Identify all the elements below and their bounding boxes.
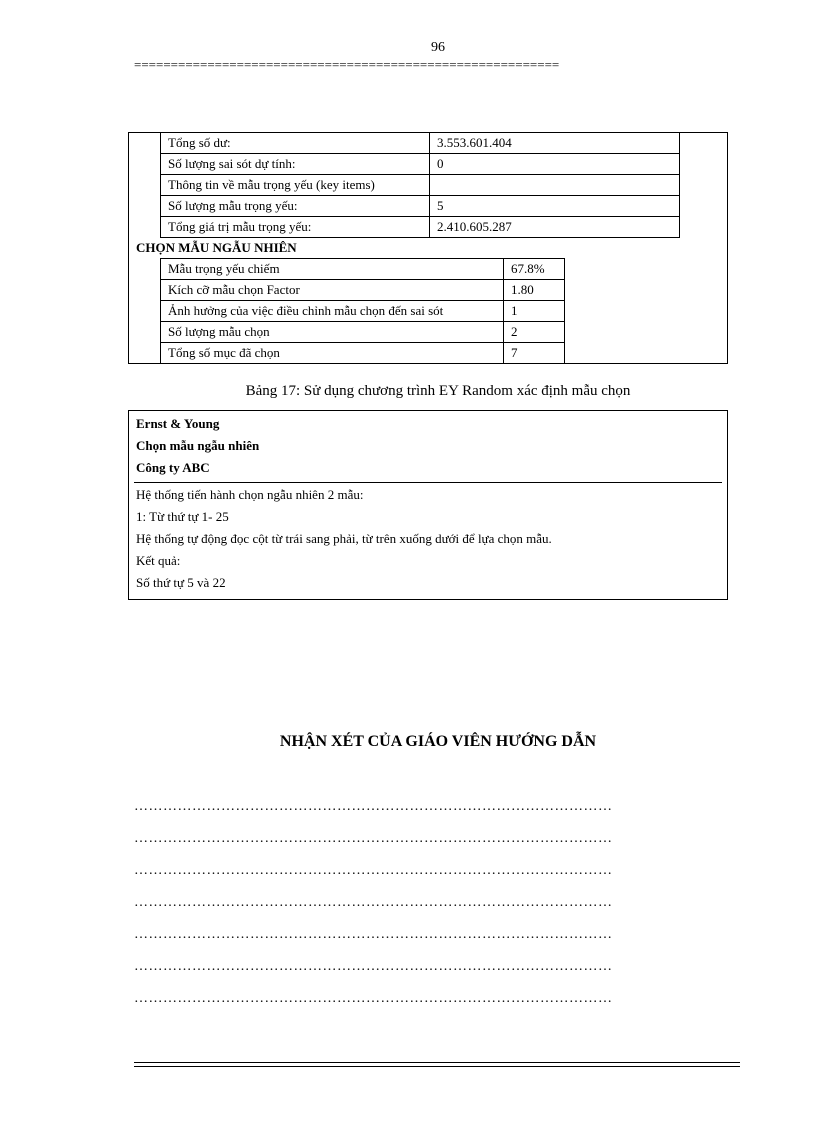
box-line: Số thứ tự 5 và 22 [136, 575, 226, 590]
table-cell-label: Tổng số dư: [161, 133, 430, 154]
table-cell-value: 0 [430, 154, 680, 175]
comment-dot-line: ……………………………………………………………………………………… [134, 864, 613, 878]
page-number: 96 [431, 40, 445, 55]
footer-double-rule [134, 1062, 740, 1067]
table-cell-label: Tổng số mục đã chọn [161, 343, 504, 364]
box-line: Hệ thống tự động đọc cột từ trái sang phải, từ trên xuống dưới để lựa chọn mẫu. [136, 531, 552, 546]
table-cell-label: Mẫu trọng yếu chiếm [161, 259, 504, 280]
table-cell-value: 67.8% [504, 259, 565, 280]
box-divider [134, 482, 722, 483]
table-cell-value: 2 [504, 322, 565, 343]
comment-dot-line: ……………………………………………………………………………………… [134, 896, 613, 910]
table-caption: Bảng 17: Sử dụng chương trình EY Random xác định mẫu chọn [245, 383, 631, 399]
balance-table [160, 132, 680, 238]
table-cell-value [430, 175, 680, 196]
comment-dot-line: ……………………………………………………………………………………… [134, 832, 613, 846]
table-cell-label: Số lượng mẫu trọng yếu: [161, 196, 430, 217]
comment-dot-line: ……………………………………………………………………………………… [134, 800, 613, 814]
table-row [161, 217, 680, 238]
table-row [161, 196, 680, 217]
box-line: Kết quả: [136, 553, 181, 568]
table-cell-value: 3.553.601.404 [430, 133, 680, 154]
table-row [161, 343, 565, 364]
table-row [161, 322, 565, 343]
header-separator: ========================================================== [134, 58, 560, 72]
table-row [161, 259, 565, 280]
table-cell-label: Kích cỡ mẫu chọn Factor [161, 280, 504, 301]
table-cell-value: 7 [504, 343, 565, 364]
box-line: 1: Từ thứ tự 1- 25 [136, 509, 229, 524]
table-cell-label: Ảnh hưởng của việc điều chỉnh mẫu chọn đến sai sót [161, 301, 504, 322]
comments-title: NHẬN XÉT CỦA GIÁO VIÊN HƯỚNG DẪN [279, 733, 597, 750]
table-cell-label: Số lượng sai sót dự tính: [161, 154, 430, 175]
comment-dot-line: ……………………………………………………………………………………… [134, 992, 613, 1006]
table-cell-label: Tổng giá trị mẫu trọng yếu: [161, 217, 430, 238]
table-cell-value: 1 [504, 301, 565, 322]
box-client: Công ty ABC [136, 460, 210, 475]
table-row [161, 133, 680, 154]
table-cell-label: Số lượng mẫu chọn [161, 322, 504, 343]
section-title: CHỌN MẪU NGẪU NHIÊN [136, 240, 297, 255]
random-sampling-table [160, 258, 565, 364]
table-cell-value: 2.410.605.287 [430, 217, 680, 238]
table-row [161, 301, 565, 322]
comment-dot-line: ……………………………………………………………………………………… [134, 928, 613, 942]
table-cell-value: 1.80 [504, 280, 565, 301]
table-row [161, 175, 680, 196]
table-cell-label: Thông tin về mẫu trọng yếu (key items) [161, 175, 430, 196]
table-row [161, 280, 565, 301]
box-company: Ernst & Young [136, 416, 220, 431]
table-cell-value: 5 [430, 196, 680, 217]
comment-dot-line: ……………………………………………………………………………………… [134, 960, 613, 974]
box-title: Chọn mẫu ngẫu nhiên [136, 438, 260, 453]
box-line: Hệ thống tiến hành chọn ngẫu nhiên 2 mẫu: [136, 487, 364, 502]
table-row [161, 154, 680, 175]
